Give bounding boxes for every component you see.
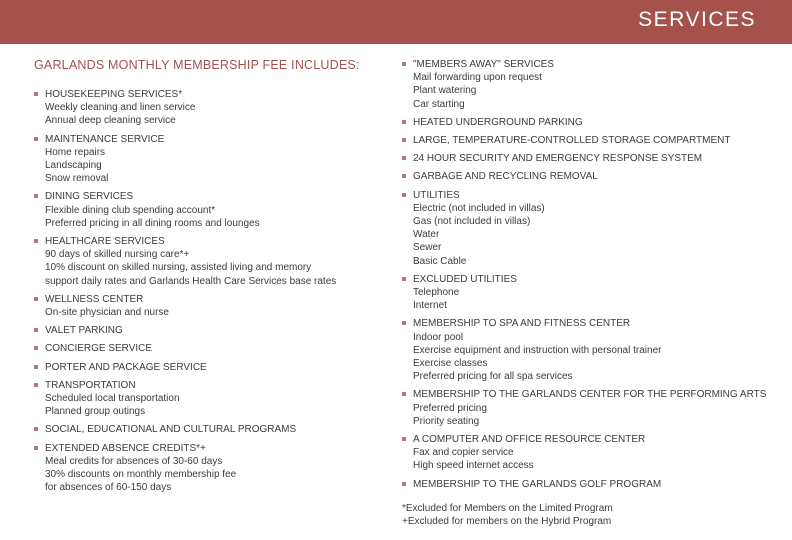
left-column xyxy=(34,58,379,499)
service-item-maintenance-service xyxy=(34,133,379,186)
service-detail: for absences of 60-150 days xyxy=(45,482,172,494)
bullet-icon xyxy=(34,239,38,243)
service-title: "MEMBERS AWAY" SERVICES xyxy=(413,59,555,70)
service-detail: Sewer xyxy=(413,242,442,254)
service-item-social-educational-and-cultural-programs xyxy=(34,423,379,436)
bullet-icon xyxy=(34,194,38,198)
bullet-icon xyxy=(402,174,406,178)
service-title: CONCIERGE SERVICE xyxy=(45,343,153,355)
service-item-valet-parking xyxy=(34,324,379,337)
service-title: VALET PARKING xyxy=(45,325,123,337)
service-title: MEMBERSHIP TO THE GARLANDS GOLF PROGRAM xyxy=(413,478,662,490)
service-title: DINING SERVICES xyxy=(45,191,134,203)
service-item-utilities xyxy=(402,189,772,268)
service-detail: Car starting xyxy=(413,98,465,110)
bullet-icon xyxy=(34,328,38,332)
bullet-icon xyxy=(402,277,406,281)
bullet-icon xyxy=(402,62,406,66)
bullet-icon xyxy=(402,156,406,160)
service-title: MEMBERSHIP TO THE GARLANDS CENTER FOR THE PERFORMING ARTS xyxy=(413,389,767,401)
section-heading: GARLANDS MONTHLY MEMBERSHIP FEE INCLUDES: xyxy=(34,58,360,72)
bullet-icon xyxy=(34,383,38,387)
service-item-housekeeping-services xyxy=(34,88,379,128)
service-item-membership-to-spa-and-fitness-center xyxy=(402,317,772,383)
service-item-porter-and-package-service xyxy=(34,361,379,374)
bullet-icon xyxy=(34,297,38,301)
service-detail: Mail forwarding upon request xyxy=(413,72,542,84)
service-detail: Fax and copier service xyxy=(413,447,514,459)
service-title: UTILITIES xyxy=(413,189,460,201)
service-detail: High speed internet access xyxy=(413,460,534,472)
service-item-extended-absence-credits xyxy=(34,442,379,495)
service-item-heated-underground-parking xyxy=(402,116,772,129)
bullet-icon xyxy=(402,321,406,325)
service-item-excluded-utilities xyxy=(402,273,772,313)
footnotes xyxy=(402,502,772,528)
service-detail: On-site physician and nurse xyxy=(45,307,169,319)
service-detail: Preferred pricing for all spa services xyxy=(413,371,573,383)
service-item-garbage-and-recycling-removal xyxy=(402,170,772,183)
service-item-transportation xyxy=(34,379,379,419)
bullet-icon xyxy=(402,437,406,441)
service-title: EXTENDED ABSENCE CREDITS*+ xyxy=(45,442,206,454)
service-detail: Home repairs xyxy=(45,146,106,158)
service-title: LARGE, TEMPERATURE-CONTROLLED STORAGE COMPARTMENT xyxy=(413,135,731,147)
service-detail: Priority seating xyxy=(413,415,480,427)
service-item-large-temperature-controlled-storage-compartment xyxy=(402,134,772,147)
page-title: SERVICES xyxy=(638,8,756,31)
service-detail: Preferred pricing xyxy=(413,402,487,414)
service-detail: Weekly cleaning and linen service xyxy=(45,102,196,114)
service-title: MAINTENANCE SERVICE xyxy=(45,133,165,145)
bullet-icon xyxy=(34,92,38,96)
service-title: TRANSPORTATION xyxy=(45,379,136,391)
right-column xyxy=(402,58,772,528)
service-detail: Meal credits for absences of 30-60 days xyxy=(45,455,223,467)
service-detail: Electric (not included in villas) xyxy=(413,202,545,214)
service-detail: Exercise equipment and instruction with personal trainer xyxy=(413,344,662,356)
service-detail: Water xyxy=(413,229,440,241)
service-title: GARBAGE AND RECYCLING REMOVAL xyxy=(413,171,598,183)
bullet-icon xyxy=(402,120,406,124)
service-detail: Scheduled local transportation xyxy=(45,393,180,405)
bullet-icon xyxy=(34,137,38,141)
service-detail: support daily rates and Garlands Health Care Services base rates xyxy=(45,275,337,287)
service-title: MEMBERSHIP TO SPA AND FITNESS CENTER xyxy=(413,318,631,330)
service-detail: 30% discounts on monthly membership fee xyxy=(45,469,237,481)
service-title: PORTER AND PACKAGE SERVICE xyxy=(45,361,207,373)
service-title: WELLNESS CENTER xyxy=(45,293,144,305)
service-detail: Planned group outings xyxy=(45,406,146,418)
service-detail: Flexible dining club spending account* xyxy=(45,204,216,216)
service-detail: Telephone xyxy=(413,287,460,299)
service-detail: Preferred pricing in all dining rooms and lounges xyxy=(45,217,260,229)
service-detail: Annual deep cleaning service xyxy=(45,115,176,127)
service-title: HEATED UNDERGROUND PARKING xyxy=(413,116,583,128)
service-detail: Basic Cable xyxy=(413,255,467,267)
service-item-dining-services xyxy=(34,190,379,230)
bullet-icon xyxy=(402,138,406,142)
bullet-icon xyxy=(402,193,406,197)
bullet-icon xyxy=(34,365,38,369)
service-detail: Indoor pool xyxy=(413,331,464,343)
service-title: SOCIAL, EDUCATIONAL AND CULTURAL PROGRAMS xyxy=(45,424,297,436)
service-item-a-computer-and-office-resource-center xyxy=(402,433,772,473)
service-title: EXCLUDED UTILITIES xyxy=(413,273,517,285)
service-item-concierge-service xyxy=(34,342,379,355)
bullet-icon xyxy=(34,346,38,350)
service-item-membership-to-the-garlands-golf-program xyxy=(402,478,772,491)
bullet-icon xyxy=(34,446,38,450)
service-title: A COMPUTER AND OFFICE RESOURCE CENTER xyxy=(413,434,646,446)
service-item-membership-to-the-garlands-center-for-the-performing-arts xyxy=(402,388,772,428)
left-services-list xyxy=(34,88,379,494)
service-title: HEALTHCARE SERVICES xyxy=(45,236,165,248)
header-banner xyxy=(0,0,792,44)
service-detail: Gas (not included in villas) xyxy=(413,216,531,228)
service-title: 24 HOUR SECURITY AND EMERGENCY RESPONSE SYSTEM xyxy=(413,153,703,165)
service-detail: Plant watering xyxy=(413,85,477,97)
service-detail: Landscaping xyxy=(45,160,102,172)
service-detail: 10% discount on skilled nursing, assisted living and memory xyxy=(45,262,312,274)
service-title: HOUSEKEEPING SERVICES* xyxy=(45,89,183,100)
service-detail: Internet xyxy=(413,300,447,312)
service-detail: Snow removal xyxy=(45,173,109,185)
service-detail: Exercise classes xyxy=(413,358,488,370)
service-item-24-hour-security-and-emergency-response-system xyxy=(402,152,772,165)
service-item-healthcare-services xyxy=(34,235,379,288)
footnote: +Excluded for members on the Hybrid Program xyxy=(402,516,612,528)
service-detail: 90 days of skilled nursing care*+ xyxy=(45,249,190,261)
bullet-icon xyxy=(402,392,406,396)
footnote: *Excluded for Members on the Limited Program xyxy=(402,502,613,514)
service-item-wellness-center xyxy=(34,293,379,319)
bullet-icon xyxy=(34,427,38,431)
bullet-icon xyxy=(402,482,406,486)
service-item-members-away-services xyxy=(402,58,772,111)
right-services-list xyxy=(402,58,772,491)
